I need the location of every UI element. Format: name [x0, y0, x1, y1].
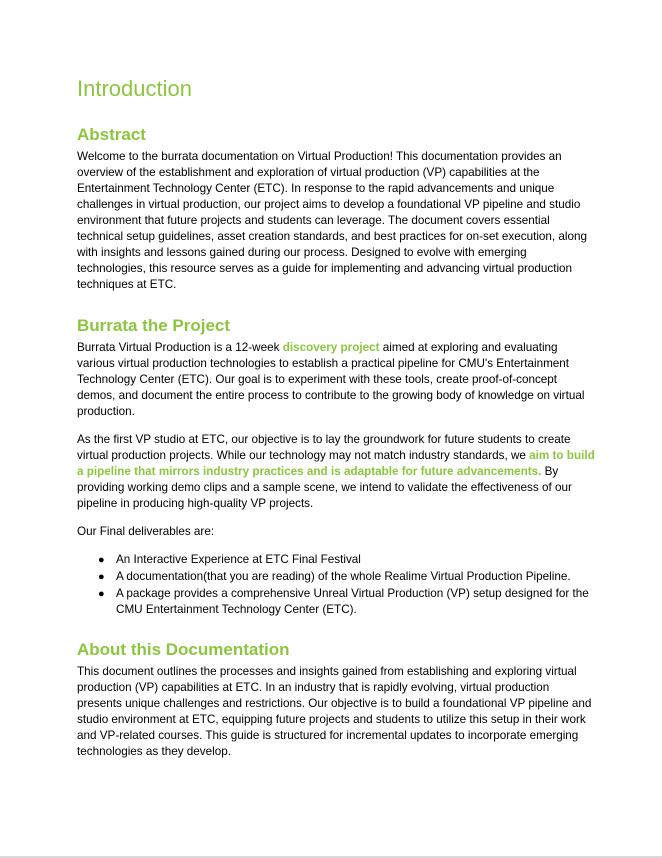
page-title: Introduction — [77, 76, 192, 101]
abstract-heading: Abstract — [77, 125, 146, 144]
about-heading: About this Documentation — [77, 640, 290, 659]
list-item — [77, 569, 597, 585]
project-p1-text-before: Burrata Virtual Production is a 12-week — [77, 341, 283, 354]
project-paragraph-1 — [77, 340, 597, 420]
list-item — [77, 552, 597, 568]
deliverable-text: An Interactive Experience at ETC Final Festival — [116, 553, 361, 566]
deliverable-text: A package provides a comprehensive Unreal Virtual Production (VP) setup designed for the CMU Entertainment Technology Center (ETC). — [116, 587, 589, 616]
bullet-icon: ● — [98, 588, 105, 600]
pipeline-aim-highlight: aim to build a pipeline that mirrors industry practices and is adaptable for future advancements. — [77, 449, 595, 478]
project-p2-text-before: As the first VP studio at ETC, our objective is to lay the groundwork for future students to create virtual production projects. While our technology may not match industry standards, we — [77, 433, 571, 462]
deliverable-text: A documentation(that you are reading) of the whole Realime Virtual Production Pipeline. — [116, 570, 571, 583]
deliverables-list — [77, 552, 597, 618]
project-heading: Burrata the Project — [77, 316, 231, 335]
about-body: This document outlines the processes and insights gained from establishing and exploring virtual production (VP) capabilities at ETC. In an industry that is rapidly evolving, virtual production presents unique challenges and restrictions. Our objective is to build a foundational VP pipeline and studio environment at ETC, equipping future projects and students to utilize this setup in their work and VP-related courses. This guide is structured for incremental updates to incorporate emerging technologies as they develop. — [77, 665, 592, 758]
list-item — [77, 586, 597, 618]
abstract-body: Welcome to the burrata documentation on Virtual Production! This documentation provides an overview of the establishment and exploration of virtual production (VP) capabilities at the Entertainment Technology Center (ETC). In response to the rapid advancements and unique challenges in virtual production, our project aims to develop a foundational VP pipeline and studio environment that future projects and students can leverage. The document covers essential technical setup guidelines, asset creation standards, and best practices for on-set execution, along with insights and lessons gained during our process. Designed to evolve with emerging technologies, this resource serves as a guide for implementing and advancing virtual production techniques at ETC. — [77, 150, 588, 291]
project-p1-text-after: aimed at exploring and evaluating various virtual production technologies to establish a practical pipeline for CMU's Entertainment Technology Center (ETC). Our goal is to experiment with these tools, create proof-of-concept demos, and document the entire process to contribute to the growing body of knowledge on virtual production. — [77, 341, 585, 418]
project-paragraph-2 — [77, 432, 597, 512]
project-p2-text-after: By providing working demo clips and a sample scene, we intend to validate the effectiveness of our pipeline in producing high-quality VP projects. — [77, 465, 572, 510]
document-content — [77, 76, 597, 760]
bullet-icon: ● — [98, 554, 105, 566]
deliverables-intro: Our Final deliverables are: — [77, 525, 215, 538]
bullet-icon: ● — [98, 571, 105, 583]
discovery-project-highlight: discovery project — [282, 341, 380, 354]
